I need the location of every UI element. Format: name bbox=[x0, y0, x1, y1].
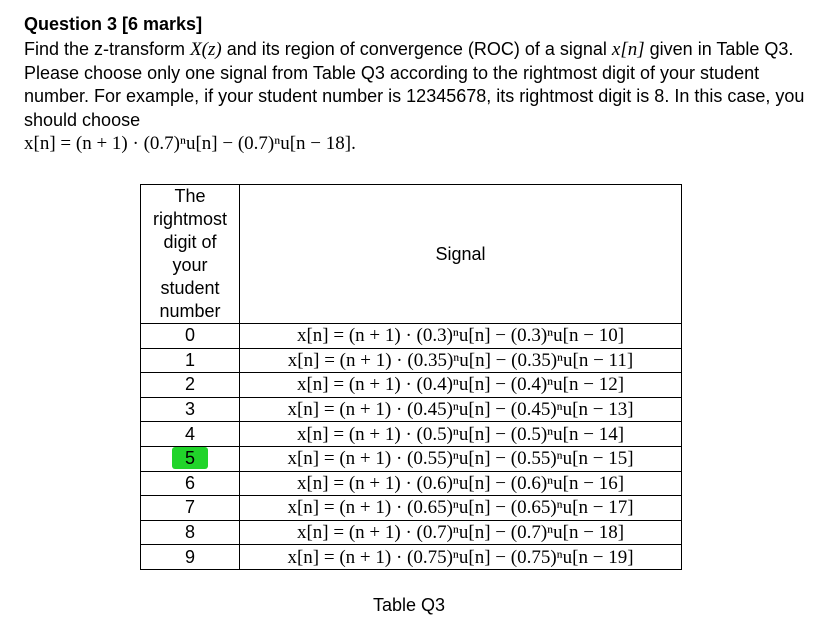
question-text-part: given in bbox=[644, 39, 712, 59]
digit-cell bbox=[141, 422, 240, 447]
digit-value: 6 bbox=[184, 472, 195, 493]
question-text-rest: Table Q3. Please choose only one signal from Table Q3 according to the rightmost digit of your student number. For example, if your student number is 12345678, its rightmost digit is 8. In this case, you should choose bbox=[24, 39, 805, 130]
header-signal-cell: Signal bbox=[240, 185, 682, 324]
math-xz: X(z) bbox=[190, 39, 222, 60]
digit-cell bbox=[141, 545, 240, 570]
header-digit-line: your bbox=[172, 255, 208, 275]
table-row bbox=[141, 348, 682, 373]
digit-cell bbox=[141, 373, 240, 398]
table-row bbox=[141, 545, 682, 570]
header-digit-line: digit of bbox=[163, 232, 217, 252]
digit-cell bbox=[141, 520, 240, 545]
header-digit-line: number bbox=[159, 301, 221, 321]
digit-cell bbox=[141, 496, 240, 521]
math-xn: x[n] bbox=[611, 39, 645, 60]
digit-value: 8 bbox=[184, 522, 195, 543]
signal-table bbox=[140, 184, 682, 570]
digit-cell bbox=[141, 446, 240, 471]
table-row bbox=[141, 471, 682, 496]
table-row bbox=[141, 422, 682, 447]
header-digit-line: The bbox=[174, 186, 206, 206]
signal-cell: x[n] = (n + 1) · (0.55)ⁿu[n] − (0.55)ⁿu[n − 15] bbox=[240, 446, 682, 471]
highlighted-digit: 5 bbox=[172, 447, 208, 469]
signal-cell: x[n] = (n + 1) · (0.4)ⁿu[n] − (0.4)ⁿu[n − 12] bbox=[240, 373, 682, 398]
digit-cell bbox=[141, 324, 240, 349]
digit-cell bbox=[141, 348, 240, 373]
signal-cell: x[n] = (n + 1) · (0.7)ⁿu[n] − (0.7)ⁿu[n − 18] bbox=[240, 520, 682, 545]
question-text-part: Find the z-transform bbox=[24, 39, 191, 59]
table-row bbox=[141, 446, 682, 471]
digit-value: 1 bbox=[184, 349, 195, 370]
digit-value: 7 bbox=[184, 497, 195, 518]
question-title: Question 3 [6 marks] bbox=[24, 14, 203, 34]
digit-cell bbox=[141, 397, 240, 422]
table-row bbox=[141, 496, 682, 521]
signal-cell: x[n] = (n + 1) · (0.5)ⁿu[n] − (0.5)ⁿu[n − 14] bbox=[240, 422, 682, 447]
signal-cell: x[n] = (n + 1) · (0.75)ⁿu[n] − (0.75)ⁿu[n − 19] bbox=[240, 545, 682, 570]
signal-cell: x[n] = (n + 1) · (0.65)ⁿu[n] − (0.65)ⁿu[n − 17] bbox=[240, 496, 682, 521]
question-text-part: and its region of convergence (ROC) of a signal bbox=[221, 39, 612, 59]
digit-value: 0 bbox=[184, 325, 195, 346]
signal-cell: x[n] = (n + 1) · (0.3)ⁿu[n] − (0.3)ⁿu[n − 10] bbox=[240, 324, 682, 349]
digit-value: 2 bbox=[184, 374, 195, 395]
header-digit-cell bbox=[141, 185, 240, 324]
signal-cell: x[n] = (n + 1) · (0.45)ⁿu[n] − (0.45)ⁿu[n − 13] bbox=[240, 397, 682, 422]
digit-value: 9 bbox=[184, 546, 195, 567]
digit-cell bbox=[141, 471, 240, 496]
example-equation: x[n] = (n + 1) · (0.7)ⁿu[n] − (0.7)ⁿu[n − 18]. bbox=[24, 133, 356, 154]
question-text bbox=[24, 38, 814, 132]
signal-cell: x[n] = (n + 1) · (0.6)ⁿu[n] − (0.6)ⁿu[n − 16] bbox=[240, 471, 682, 496]
table-row bbox=[141, 520, 682, 545]
digit-value: 3 bbox=[184, 399, 195, 420]
digit-value: 4 bbox=[184, 423, 195, 444]
table-header-row bbox=[141, 185, 682, 324]
signal-cell: x[n] = (n + 1) · (0.35)ⁿu[n] − (0.35)ⁿu[n − 11] bbox=[240, 348, 682, 373]
header-digit-line: student bbox=[160, 278, 220, 298]
table-caption: Table Q3 bbox=[373, 595, 446, 615]
table-row bbox=[141, 324, 682, 349]
table-row bbox=[141, 397, 682, 422]
header-digit-line: rightmost bbox=[152, 209, 228, 229]
table-row bbox=[141, 373, 682, 398]
